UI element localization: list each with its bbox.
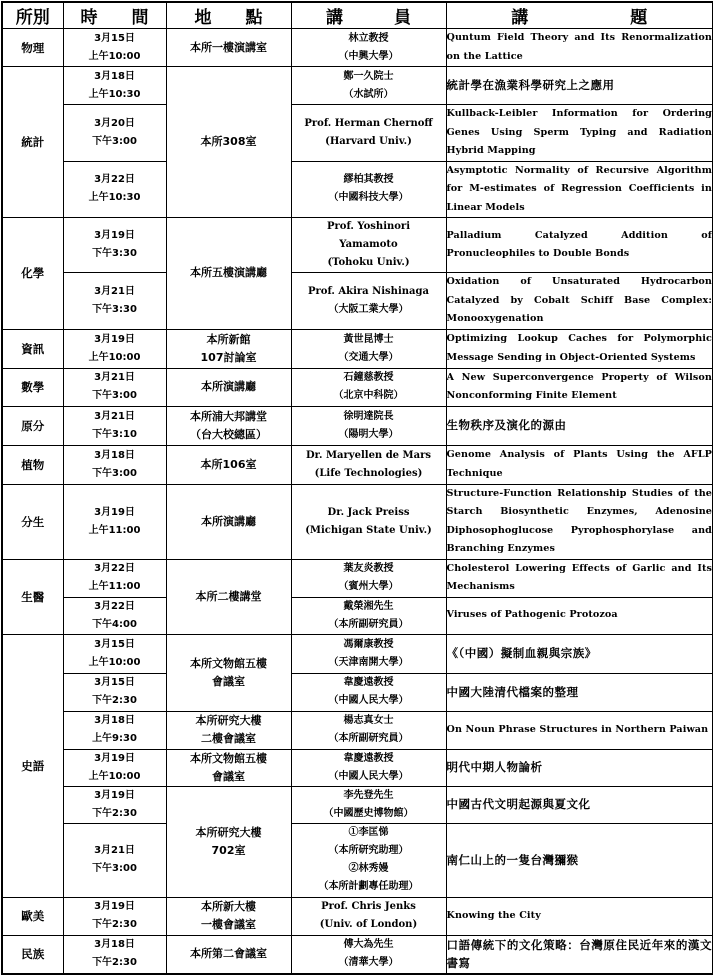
text-line: Yamamoto <box>339 239 398 250</box>
time: 上午11:00 <box>88 581 141 592</box>
datetime-cell <box>63 273 166 330</box>
text-line: （中興大學） <box>338 50 399 62</box>
text-line: （本所計劃專任助理） <box>318 881 419 892</box>
date: 3月19日 <box>94 901 135 912</box>
topic-cell: Knowing the City <box>446 897 713 935</box>
text-line: 會議室 <box>212 769 245 783</box>
date: 3月18日 <box>94 70 135 82</box>
speaker-cell <box>291 273 446 330</box>
department-cell: 歐美 <box>2 897 63 935</box>
lecture-row <box>2 786 713 823</box>
lecture-row <box>2 484 713 559</box>
date: 3月15日 <box>94 677 135 688</box>
lecture-row <box>2 673 713 711</box>
time: 下午2:30 <box>92 807 137 819</box>
speaker-cell <box>291 406 446 445</box>
datetime-cell <box>63 67 166 105</box>
date: 3月19日 <box>94 230 135 241</box>
text-line: 107討論室 <box>200 350 257 364</box>
text-line: 本所新大樓 <box>201 900 256 913</box>
text-line: Prof. Chris Jenks <box>321 901 416 912</box>
date: 3月19日 <box>94 752 135 764</box>
time: 下午3:00 <box>92 863 137 874</box>
lecture-row <box>2 749 713 786</box>
datetime-cell <box>63 484 166 559</box>
header-row <box>2 2 713 29</box>
speaker-cell <box>291 823 446 897</box>
text-line: 林立教授 <box>348 32 389 44</box>
date: 3月19日 <box>94 506 135 518</box>
text-line: (Life Technologies) <box>314 467 423 479</box>
datetime-cell <box>63 897 166 935</box>
time: 上午10:30 <box>88 88 141 100</box>
text-line: Prof. Akira Nishinaga <box>308 285 429 297</box>
header-department: 所別 <box>2 2 63 29</box>
text-line: （中國人民大學） <box>328 695 409 706</box>
text-line: 黃世昆博士 <box>343 333 394 345</box>
text-line: 馮爾康教授 <box>343 638 394 650</box>
text-line: 韋慶遠教授 <box>343 752 394 764</box>
date: 3月18日 <box>94 715 135 726</box>
lecture-row <box>2 445 713 484</box>
date: 3月22日 <box>94 600 135 612</box>
text-line: 一樓會議室 <box>201 918 256 931</box>
datetime-cell <box>63 105 166 162</box>
department-cell: 化學 <box>2 218 63 330</box>
speaker-cell <box>291 67 446 105</box>
speaker-cell <box>291 749 446 786</box>
time: 上午10:00 <box>88 351 141 363</box>
lecture-row <box>2 29 713 67</box>
topic-cell: 南仁山上的一隻台灣獼猴 <box>446 823 713 897</box>
speaker-cell <box>291 935 446 974</box>
topic-cell: Oxidation of Unsaturated Hydrocarbon Catalyzed by Cobalt Schiff Base Complex: Monooxygenation <box>446 273 713 330</box>
place-cell <box>166 406 291 445</box>
date: 3月19日 <box>94 789 135 801</box>
datetime-cell <box>63 218 166 273</box>
place-cell: 本所二樓講堂 <box>166 559 291 634</box>
lecture-row <box>2 559 713 597</box>
speaker-cell <box>291 559 446 597</box>
lecture-schedule-table <box>1 1 713 975</box>
datetime-cell <box>63 823 166 897</box>
topic-cell: 中國古代文明起源與夏文化 <box>446 786 713 823</box>
speaker-cell <box>291 634 446 673</box>
text-line: Dr. Jack Preiss <box>327 506 410 518</box>
topic-cell: Kullback-Leibler Information for Ordering Genes Using Sperm Typing and Radiation Hybrid Mapping <box>446 105 713 162</box>
speaker-cell <box>291 161 446 218</box>
department-cell: 統計 <box>2 67 63 218</box>
text-line: 韋慶遠教授 <box>343 677 394 688</box>
lecture-row <box>2 897 713 935</box>
lecture-row <box>2 406 713 445</box>
lecture-row <box>2 634 713 673</box>
lecture-row <box>2 711 713 749</box>
date: 3月21日 <box>94 285 135 297</box>
text-line: 鄭一久院士 <box>343 70 394 82</box>
speaker-cell <box>291 29 446 67</box>
place-cell <box>166 329 291 368</box>
time: 下午3:30 <box>92 303 137 315</box>
speaker-cell <box>291 484 446 559</box>
date: 3月21日 <box>94 845 135 856</box>
speaker-cell <box>291 329 446 368</box>
text-line: 繆柏其教授 <box>343 174 394 186</box>
place-cell: 本所演講廳 <box>166 368 291 406</box>
text-line: 李先登先生 <box>343 789 394 801</box>
department-cell: 物理 <box>2 29 63 67</box>
text-line: （北京中科院） <box>333 390 404 401</box>
text-line: Dr. Maryellen de Mars <box>306 449 431 461</box>
time: 上午10:00 <box>88 50 141 62</box>
text-line: （台大校總區） <box>190 427 267 441</box>
datetime-cell <box>63 749 166 786</box>
datetime-cell <box>63 935 166 974</box>
text-line: （大阪工業大學） <box>328 303 409 315</box>
schedule-body <box>2 29 713 975</box>
time: 上午10:00 <box>88 770 141 782</box>
department-cell: 分生 <box>2 484 63 559</box>
text-line: 楊志真女士 <box>343 715 394 726</box>
place-cell <box>166 749 291 786</box>
text-line: ②林秀嫚 <box>348 863 389 874</box>
text-line: （陽明大學） <box>338 428 399 440</box>
time: 下午3:10 <box>92 428 137 440</box>
datetime-cell <box>63 161 166 218</box>
text-line: 傅大為先生 <box>343 939 394 951</box>
topic-cell: 《（中國）擬制血親與宗族》 <box>446 634 713 673</box>
place-cell: 本所106室 <box>166 445 291 484</box>
time: 下午3:00 <box>92 135 137 147</box>
lecture-row <box>2 67 713 105</box>
department-cell: 生醫 <box>2 559 63 634</box>
date: 3月22日 <box>94 563 135 574</box>
text-line: 本所文物館五樓 <box>190 751 267 765</box>
topic-cell: 生物秩序及演化的源由 <box>446 406 713 445</box>
topic-cell: Structure-Function Relationship Studies of the Starch Biosynthetic Enzymes, Adenosine Diphosophoglucose Pyrophosphorylase and Branching Enzymes <box>446 484 713 559</box>
time: 下午2:30 <box>92 695 137 706</box>
text-line: 本所浦大邦講堂 <box>190 409 267 423</box>
text-line: 本所研究大樓 <box>195 825 262 839</box>
text-line: 702室 <box>211 843 246 857</box>
speaker-cell <box>291 105 446 162</box>
topic-cell: 口語傳統下的文化策略：台灣原住民近年來的漢文書寫 <box>446 935 713 974</box>
text-line: Prof. Herman Chernoff <box>304 117 433 129</box>
time: 下午3:00 <box>92 390 137 401</box>
datetime-cell <box>63 406 166 445</box>
text-line: 戴榮湘先生 <box>343 600 394 612</box>
speaker-cell <box>291 445 446 484</box>
place-cell <box>166 897 291 935</box>
text-line: （中國科技大學） <box>328 192 409 204</box>
topic-cell: Genome Analysis of Plants Using the AFLP Technique <box>446 445 713 484</box>
text-line: （清華大學） <box>338 957 399 969</box>
datetime-cell <box>63 445 166 484</box>
time: 上午10:30 <box>88 192 141 204</box>
text-line: 徐明達院長 <box>343 410 394 422</box>
lecture-row <box>2 935 713 974</box>
text-line: (Univ. of London) <box>319 919 418 930</box>
time: 上午10:00 <box>88 656 141 668</box>
text-line: （賓州大學） <box>338 581 399 592</box>
speaker-cell <box>291 597 446 634</box>
text-line: 本所文物館五樓 <box>190 656 267 670</box>
topic-cell: Viruses of Pathogenic Protozoa <box>446 597 713 634</box>
topic-cell: Optimizing Lookup Caches for Polymorphic Message Sending in Object-Oriented Systems <box>446 329 713 368</box>
lecture-row <box>2 218 713 273</box>
datetime-cell <box>63 597 166 634</box>
lecture-row <box>2 105 713 162</box>
topic-cell: 明代中期人物論析 <box>446 749 713 786</box>
lecture-row <box>2 597 713 634</box>
department-cell: 資訊 <box>2 329 63 368</box>
place-cell <box>166 711 291 749</box>
date: 3月18日 <box>94 449 135 461</box>
header-place: 地 點 <box>166 2 291 29</box>
header-time: 時 間 <box>63 2 166 29</box>
speaker-cell <box>291 218 446 273</box>
text-line: 葉友炎教授 <box>343 563 394 574</box>
text-line: (Michigan State Univ.) <box>305 524 432 536</box>
time: 下午3:00 <box>92 467 137 479</box>
lecture-row <box>2 823 713 897</box>
lecture-row <box>2 368 713 406</box>
topic-cell: 統計學在漁業科學研究上之應用 <box>446 67 713 105</box>
department-cell: 植物 <box>2 445 63 484</box>
date: 3月15日 <box>94 638 135 650</box>
datetime-cell <box>63 29 166 67</box>
place-cell: 本所第二會議室 <box>166 935 291 974</box>
date: 3月18日 <box>94 939 135 951</box>
text-line: （水試所） <box>343 88 394 100</box>
speaker-cell <box>291 673 446 711</box>
department-cell: 數學 <box>2 368 63 406</box>
department-cell: 史語 <box>2 634 63 897</box>
place-cell: 本所五樓演講廳 <box>166 218 291 330</box>
text-line: 二樓會議室 <box>201 732 256 745</box>
text-line: (Tohoku Univ.) <box>327 257 410 268</box>
datetime-cell <box>63 786 166 823</box>
text-line: ①李匡悌 <box>348 827 389 838</box>
topic-cell: 中國大陸清代檔案的整理 <box>446 673 713 711</box>
place-cell <box>166 786 291 897</box>
topic-cell: Cholesterol Lowering Effects of Garlic and Its Mechanisms <box>446 559 713 597</box>
header-speaker: 講 員 <box>291 2 446 29</box>
text-line: 本所研究大樓 <box>195 714 262 727</box>
speaker-cell <box>291 897 446 935</box>
place-cell: 本所一樓演講室 <box>166 29 291 67</box>
place-cell: 本所308室 <box>166 67 291 218</box>
date: 3月21日 <box>94 372 135 383</box>
place-cell <box>166 634 291 711</box>
topic-cell: A New Superconvergence Property of Wilson Nonconforming Finite Element <box>446 368 713 406</box>
time: 上午9:30 <box>92 733 137 744</box>
time: 下午3:30 <box>92 248 137 259</box>
text-line: 石鐘慈教授 <box>343 372 394 383</box>
text-line: （本所副研究員） <box>328 733 409 744</box>
text-line: （交通大學） <box>338 351 399 363</box>
time: 下午2:30 <box>92 957 137 969</box>
date: 3月22日 <box>94 174 135 186</box>
time: 上午11:00 <box>88 524 141 536</box>
text-line: （天津南開大學） <box>328 656 409 668</box>
date: 3月21日 <box>94 410 135 422</box>
text-line: (Harvard Univ.) <box>325 135 412 147</box>
lecture-row <box>2 161 713 218</box>
topic-cell: Palladium Catalyzed Addition of Pronucleophiles to Double Bonds <box>446 218 713 273</box>
date: 3月20日 <box>94 117 135 129</box>
department-cell: 原分 <box>2 406 63 445</box>
topic-cell: On Noun Phrase Structures in Northern Paiwan <box>446 711 713 749</box>
topic-cell: Quntum Field Theory and Its Renormalization on the Lattice <box>446 29 713 67</box>
text-line: 本所新館 <box>206 332 251 346</box>
department-cell: 民族 <box>2 935 63 974</box>
time: 下午4:00 <box>92 618 137 630</box>
place-cell: 本所演講廳 <box>166 484 291 559</box>
speaker-cell <box>291 711 446 749</box>
text-line: （本所研究助理） <box>328 845 409 856</box>
datetime-cell <box>63 711 166 749</box>
time: 下午2:30 <box>92 919 137 930</box>
date: 3月19日 <box>94 333 135 345</box>
datetime-cell <box>63 559 166 597</box>
text-line: 會議室 <box>212 674 245 688</box>
lecture-row <box>2 273 713 330</box>
text-line: （中國人民大學） <box>328 770 409 782</box>
speaker-cell <box>291 368 446 406</box>
datetime-cell <box>63 634 166 673</box>
text-line: （中國歷史博物館） <box>323 807 414 819</box>
text-line: Prof. Yoshinori <box>326 221 410 232</box>
datetime-cell <box>63 673 166 711</box>
date: 3月15日 <box>94 32 135 44</box>
datetime-cell <box>63 329 166 368</box>
datetime-cell <box>63 368 166 406</box>
header-topic: 講 題 <box>446 2 713 29</box>
topic-cell: Asymptotic Normality of Recursive Algorithm for M-estimates of Regression Coefficients in Linear Models <box>446 161 713 218</box>
speaker-cell <box>291 786 446 823</box>
lecture-row <box>2 329 713 368</box>
text-line: （本所副研究員） <box>328 618 409 630</box>
